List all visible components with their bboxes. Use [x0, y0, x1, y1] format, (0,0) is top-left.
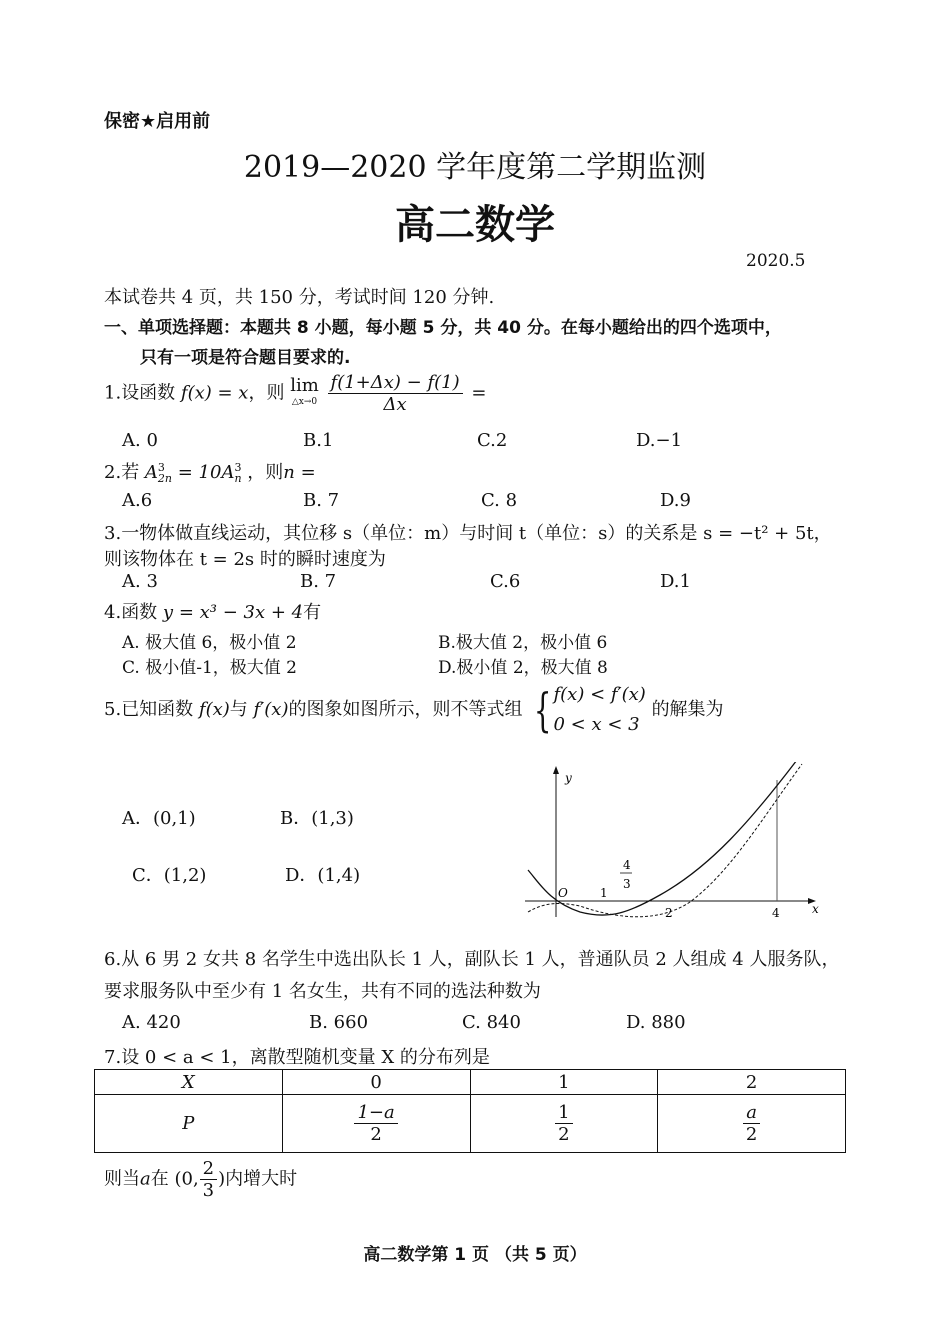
q3-option-a: A. 3: [122, 571, 158, 592]
fraction-denominator: 3: [623, 877, 631, 891]
q6-option-d: D. 880: [626, 1012, 686, 1033]
table-cell-p0: $\frac{1-a}{2}$: [282, 1095, 470, 1153]
exam-title: 2019—2020 学年度第二学期监测: [243, 150, 707, 185]
q5-option-a: A．(0,1): [122, 808, 196, 829]
page-footer: 高二数学第 1 页 （共 5 页）: [363, 1245, 587, 1265]
table-cell-p1: $\frac{1}{2}$: [470, 1095, 658, 1153]
question-7-stem: 7.设 0 < a < 1，离散型随机变量 X 的分布列是: [104, 1047, 490, 1068]
question-1-stem: 1.设函数 f(x) = x，则 lim △x→0 $\frac{f(1+\Delta x) - f(1)}{\Delta x}$ =: [104, 372, 487, 415]
q2-option-a: A.6: [122, 490, 153, 511]
section-heading: 一、单项选择题：本题共 8 小题，每小题 5 分，共 40 分。在每小题给出的四个选项中，: [104, 318, 782, 338]
q6-option-b: B. 660: [309, 1012, 369, 1033]
subject-title: 高二数学: [395, 202, 555, 248]
function-graph: [520, 762, 830, 922]
x-axis-label: x: [812, 902, 819, 916]
y-axis-arrow: [553, 766, 559, 774]
table-label-p: P: [95, 1095, 283, 1153]
exam-intro: 本试卷共 4 页，共 150 分，考试时间 120 分钟.: [104, 287, 495, 308]
question-7-tail: 则当a在 (0, $\frac{2}{3}$ )内增大时: [104, 1158, 298, 1201]
tick-label-4: 4: [772, 906, 780, 920]
q2-option-c: C. 8: [481, 490, 518, 511]
tick-label-2: 2: [665, 906, 673, 920]
q1-option-b: B.1: [303, 430, 334, 451]
table-header-x: X: [95, 1070, 283, 1095]
q4-option-d: D.极小值 2，极大值 8: [438, 658, 608, 678]
q4-option-b: B.极大值 2，极小值 6: [438, 633, 608, 653]
table-header-2: 2: [658, 1070, 846, 1095]
table-row-header: [95, 1070, 846, 1095]
q3-option-c: C.6: [490, 571, 521, 592]
distribution-table: [94, 1069, 846, 1153]
exam-date: 2020.5: [746, 251, 806, 271]
q3-option-b: B. 7: [300, 571, 337, 592]
table-header-0: 0: [282, 1070, 470, 1095]
question-6-stem: 6.从 6 男 2 女共 8 名学生中选出队长 1 人，副队长 1 人，普通队员 2 人组成 4 人服务队，: [104, 949, 840, 970]
q1-option-a: A. 0: [122, 430, 158, 451]
q5-option-c: C．(1,2): [132, 865, 207, 886]
q6-option-c: C. 840: [462, 1012, 521, 1033]
q1-option-c: C.2: [477, 430, 508, 451]
q2-option-b: B. 7: [303, 490, 340, 511]
table-header-1: 1: [470, 1070, 658, 1095]
q4-option-a: A. 极大值 6，极小值 2: [122, 633, 297, 653]
secret-label: 保密★启用前: [104, 111, 211, 132]
question-3-stem-cont: 则该物体在 t = 2s 时的瞬时速度为: [104, 549, 386, 570]
q4-option-c: C. 极小值-1，极大值 2: [122, 658, 297, 678]
question-4-stem: 4.函数 y = x³ − 3x + 4有: [104, 602, 322, 623]
q2-option-d: D.9: [660, 490, 691, 511]
question-6-stem-cont: 要求服务队中至少有 1 名女生，共有不同的选法种数为: [104, 981, 541, 1002]
q1-option-d: D.−1: [636, 430, 683, 451]
question-5-stem: 5.已知函数 f(x)与 f′(x)的图象如图所示，则不等式组 { f(x) < f′(x) 0 < x < 3 的解集为: [104, 683, 724, 737]
q3-option-d: D.1: [660, 571, 691, 592]
fraction-numerator: 4: [623, 858, 631, 872]
question-3-stem: 3.一物体做直线运动，其位移 s（单位：m）与时间 t（单位：s）的关系是 s = −t² + 5t，: [104, 523, 832, 544]
curve-f-prime: [528, 764, 802, 917]
table-cell-p2: $\frac{a}{2}$: [658, 1095, 846, 1153]
question-2-stem: 2.若 A 3 2n = 10A 3 n ，则n =: [104, 461, 316, 485]
q5-option-d: D．(1,4): [285, 865, 361, 886]
q5-option-b: B．(1,3): [280, 808, 354, 829]
table-row-probability: [95, 1095, 846, 1153]
y-axis-label: y: [565, 771, 572, 785]
tick-label-1: 1: [600, 886, 608, 900]
origin-label: O: [558, 886, 568, 900]
section-heading-cont: 只有一项是符合题目要求的.: [140, 348, 351, 368]
q6-option-a: A. 420: [122, 1012, 181, 1033]
